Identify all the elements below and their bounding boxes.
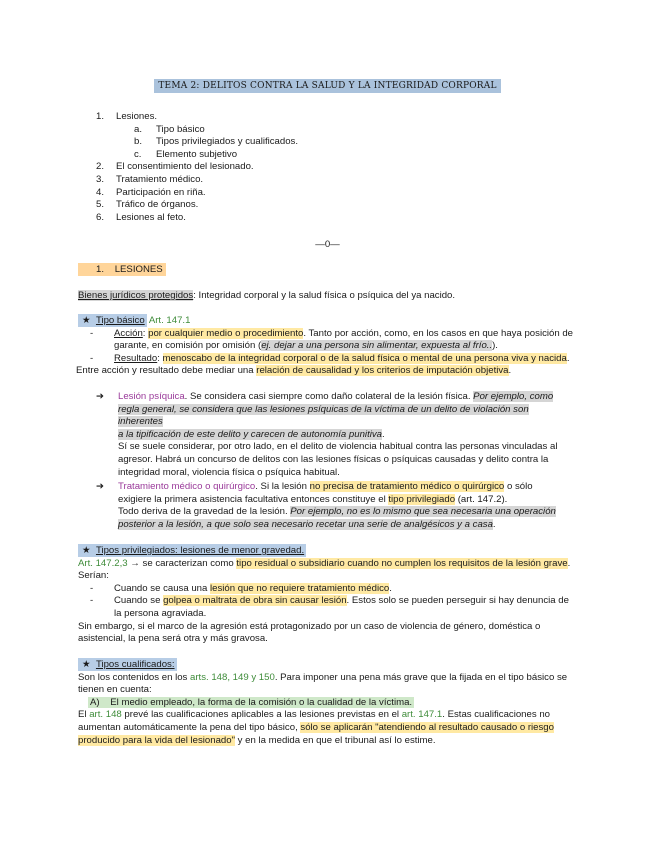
arrow-icon: ➔ <box>96 481 105 492</box>
table-of-contents <box>96 111 298 224</box>
tratamiento-medico: ➔ Tratamiento médico o quirúrgico. Si la lesión no precisa de tratamiento médico o quirúrgico o sólo exigiere la primera asistencia facultativa entonces constituye el tipo privilegiado (art. 147.2). Todo deriva de la gravedad de la lesión. Por ejemplo, no es lo mismo que sea necesaria una operación posterior a la lesión, a que solo sea necesario recetar una serie de analgésicos y a casa. <box>96 481 556 530</box>
lesion-psiquica: ➔ Lesión psíquica. Se considera casi siempre como daño colateral de la lesión física. Por ejemplo, como regla general, se considera que las lesiones psíquicas de la víctima de un delito de violación son inherentes a la tipificación de este delito y carecen de autonomía punitiva. Sí se suele considerar, por otro lado, en el delito de violencia habitual contra las personas vinculadas al agresor. Habrá un concurso de delitos con las lesiones físicas o psíquicas causadas y delito contra la integridad moral, violencia física o psíquica habitual. <box>96 391 558 478</box>
section-divider: —0— <box>315 239 340 250</box>
star-icon: ★ <box>82 315 91 326</box>
tipo-basico-heading: Tipo básico <box>95 315 145 326</box>
bienes-juridicos: Bienes jurídicos protegidos: Integridad corporal y la salud física o psíquica del ya nacido. <box>78 290 456 301</box>
arrow-icon: ➔ <box>96 391 105 402</box>
art-reference: Art. 147.1 <box>148 315 191 326</box>
tipo-basico: ★ Tipo básico Art. 147.1 - Acción: por cualquier medio o procedimiento. Tanto por acción, como, en los casos en que haya posición de garante, en comisión por omisión (ej. dejar a una persona sin alimentar, expuesta al frío..). - Resultado: menoscabo de la integridad corporal o de la salud física o mental de una persona viva y nacida. Entre acción y resultado debe mediar una relación de causalidad y los criterios de imputación objetiva. <box>76 315 574 377</box>
cualificados-heading: Tipos cualificados: <box>95 659 175 670</box>
page-title: TEMA 2: DELITOS CONTRA LA SALUD Y LA INTEGRIDAD CORPORAL <box>0 80 655 93</box>
toc-item: 6. Lesiones al feto. <box>96 211 186 223</box>
toc-item: 3. Tratamiento médico. <box>96 173 204 185</box>
tipos-privilegiados: ★ Tipos privilegiados: lesiones de menor gravedad. Art. 147.2,3 → se caracterizan como tipo residual o subsidiario cuando no cumplen los requisitos de la lesión grave. Serían: - Cuando se causa una lesión que no requiere tratamiento médico. - Cuando se golpea o maltrata de obra sin causar lesión. Estos solo se pueden perseguir si hay denuncia de la persona agraviada. Sin embargo, si el marco de la agresión está protagonizado por un caso de violencia de género, doméstica o asistencial, la pena será otra y más gravosa. <box>78 545 571 645</box>
toc-item: 2. El consentimiento del lesionado. <box>96 161 254 173</box>
tipos-cualificados: ★ Tipos cualificados: Son los contenidos en los arts. 148, 149 y 150. Para imponer una pena más grave que la fijada en el tipo básico se tienen en cuenta: A) El medio empleado, la forma de la comisión o la cualidad de la víctima. El art. 148 prevé las cualificaciones aplicables a las lesiones previstas en el art. 147.1. Estas cualificaciones no aumentan automáticamente la pena del tipo básico, sólo se aplicarán "atendiendo al resultado causado o riesgo producido para la vida del lesionado" y en la medida en que el tribunal así lo estime. <box>78 659 568 746</box>
toc-item: b. Tipos privilegiados y cualificados. <box>134 136 299 148</box>
toc-item: a. Tipo básico <box>134 123 205 135</box>
section-heading-lesiones: 1. LESIONES <box>78 264 576 277</box>
toc-item: c. Elemento subjetivo <box>134 148 238 160</box>
star-icon: ★ <box>82 545 91 556</box>
toc-item: 1. Lesiones. <box>96 111 158 122</box>
toc-item: 4. Participación en riña. <box>96 186 206 198</box>
star-icon: ★ <box>82 659 91 670</box>
privilegiados-heading: Tipos privilegiados: lesiones de menor gravedad. <box>95 545 305 556</box>
bienes-label: Bienes jurídicos protegidos <box>78 290 194 301</box>
toc-item: 5. Tráfico de órganos. <box>96 199 199 211</box>
